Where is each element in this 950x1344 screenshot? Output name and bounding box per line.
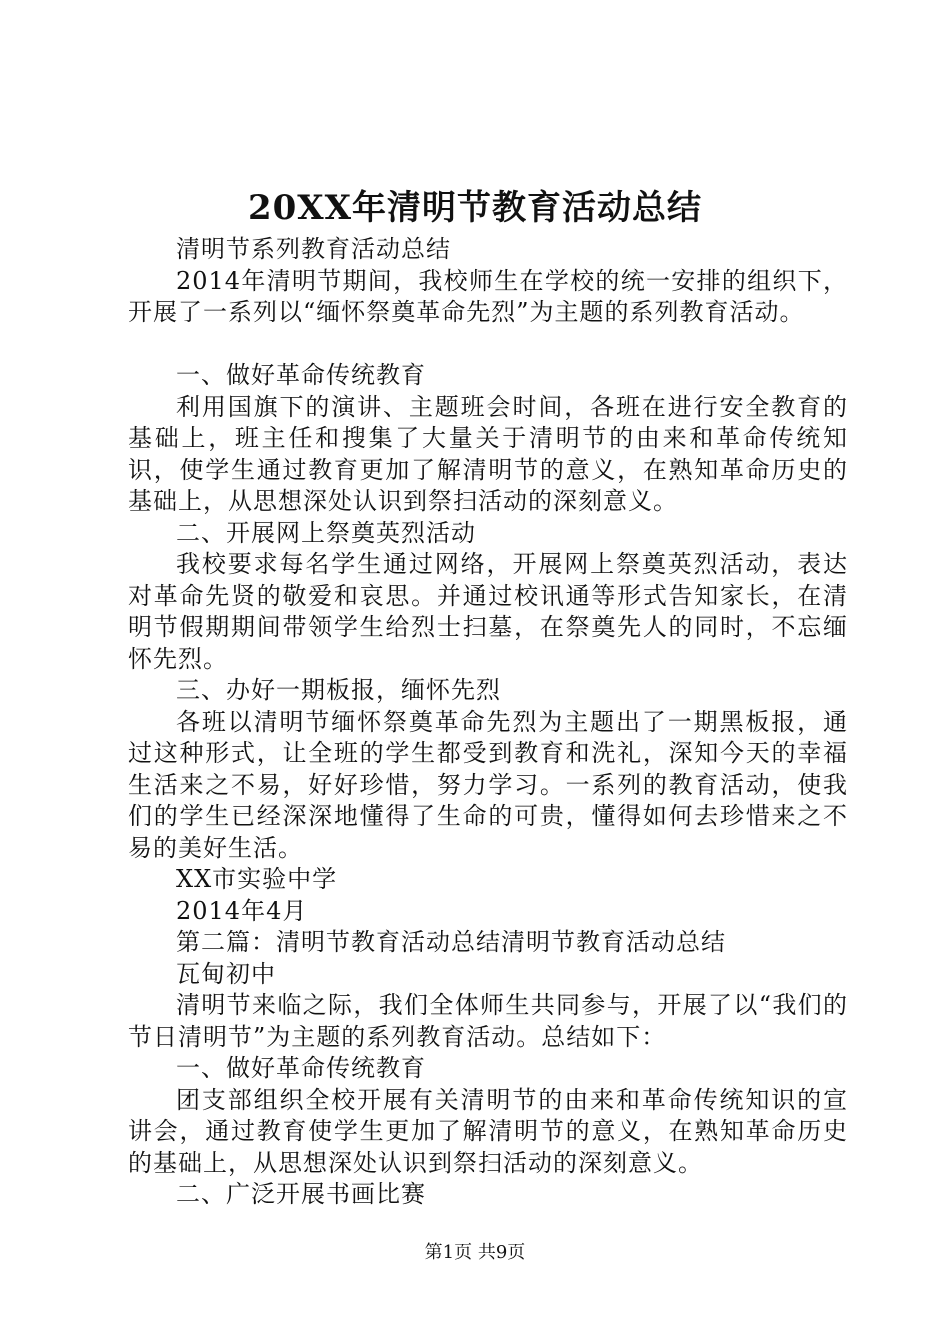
paragraph: 2014年清明节期间，我校师生在学校的统一安排的组织下，开展了一系列以“缅怀祭奠革命先烈”为主题的系列教育活动。 (128, 266, 848, 326)
paragraph: 清明节系列教育活动总结 (176, 235, 451, 263)
paragraph: 各班以清明节缅怀祭奠革命先烈为主题出了一期黑板报，通过这种形式，让全班的学生都受到教育和洗礼，深知今天的幸福生活来之不易，好好珍惜，努力学习。一系列的教育活动，使我们的学生已经深深地懂得了生命的可贵，懂得如何去珍惜来之不易的美好生活。 (128, 707, 848, 862)
section-heading: 二、开展网上祭奠英烈活动 (176, 518, 476, 547)
paragraph: 清明节来临之际，我们全体师生共同参与，开展了以“我们的节日清明节”为主题的系列教育活动。总结如下： (128, 991, 848, 1051)
paragraph: 团支部组织全校开展有关清明节的由来和革命传统知识的宣讲会，通过教育使学生更加了解清明节的意义，在熟知革命历史的基础上，从思想深处认识到祭扫活动的深刻意义。 (128, 1085, 848, 1177)
section-heading: 一、做好革命传统教育 (176, 1054, 426, 1082)
paragraph: 瓦甸初中 (176, 959, 276, 988)
signature-school: XX市实验中学 (176, 865, 338, 893)
blank-line (128, 329, 848, 361)
section-heading: 三、办好一期板报，缅怀先烈 (176, 676, 501, 704)
page-title: 20XX年清明节教育活动总结 (247, 188, 703, 228)
page-number: 第1页 共9页 (424, 1242, 526, 1263)
paragraph: 利用国旗下的演讲、主题班会时间，各班在进行安全教育的基础上，班主任和搜集了大量关于清明节的由来和革命传统知识，使学生通过教育更加了解清明节的意义，在熟知革命历史的基础上，从思想深处认识到祭扫活动的深刻意义。 (128, 392, 848, 515)
paragraph: 我校要求每名学生通过网络，开展网上祭奠英烈活动，表达对革命先贤的敬爱和哀思。并通过校讯通等形式告知家长，在清明节假期期间带领学生给烈士扫墓，在祭奠先人的同时，不忘缅怀先烈。 (128, 550, 848, 673)
signature-date: 2014年4月 (176, 896, 308, 925)
section-heading: 第二篇：清明节教育活动总结清明节教育活动总结 (176, 928, 726, 956)
section-heading: 二、广泛开展书画比赛 (176, 1180, 426, 1208)
document-body (128, 234, 848, 1211)
section-heading: 一、做好革命传统教育 (176, 361, 426, 389)
